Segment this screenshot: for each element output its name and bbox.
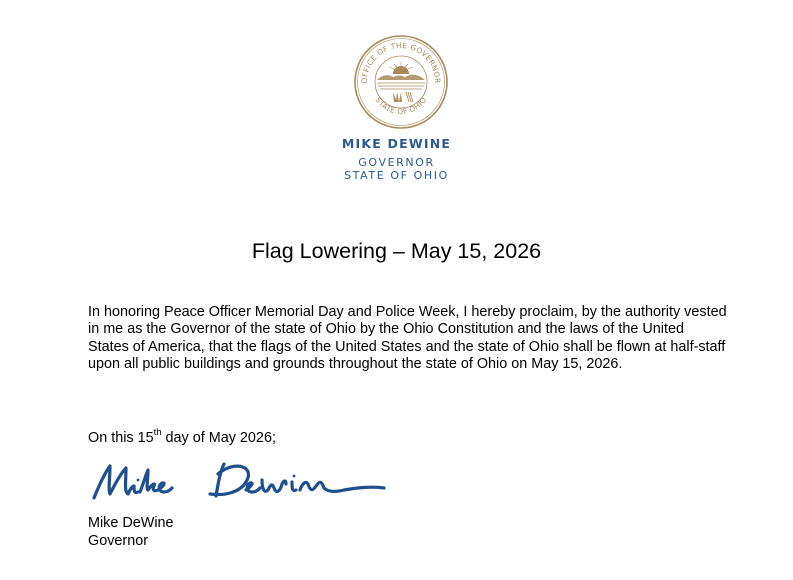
dateline-prefix: On this 15 [88,430,154,446]
letterhead-state: STATE OF OHIO [344,169,449,182]
proclamation-body: In honoring Peace Officer Memorial Day and Police Week, I hereby proclaim, by the authority vested in me as the Governor of the state of Ohio by the Ohio Constitution and the laws of the United States of America, that the flags of the United States and the state of Ohio shall be flown at half-staff upon all public buildings and grounds throughout the state of Ohio on May 15, 2026. [88,304,727,373]
document-title: Flag Lowering – May 15, 2026 [251,239,542,263]
signatory-title: Governor [88,533,148,549]
dateline-superscript: th [153,427,162,439]
signatory-name: Mike DeWine [88,515,174,531]
dateline-suffix: day of May 2026; [161,430,276,446]
svg-text:STATE OF OHIO: STATE OF OHIO [373,95,429,117]
letterhead-governor-title: GOVERNOR [358,156,435,169]
letterhead-governor-name: MIKE DEWINE [341,136,452,151]
svg-text:OFFICE OF THE GOVERNOR: OFFICE OF THE GOVERNOR [359,40,443,84]
dateline [88,427,276,447]
governor-seal [353,34,449,130]
handwritten-signature [88,452,398,512]
